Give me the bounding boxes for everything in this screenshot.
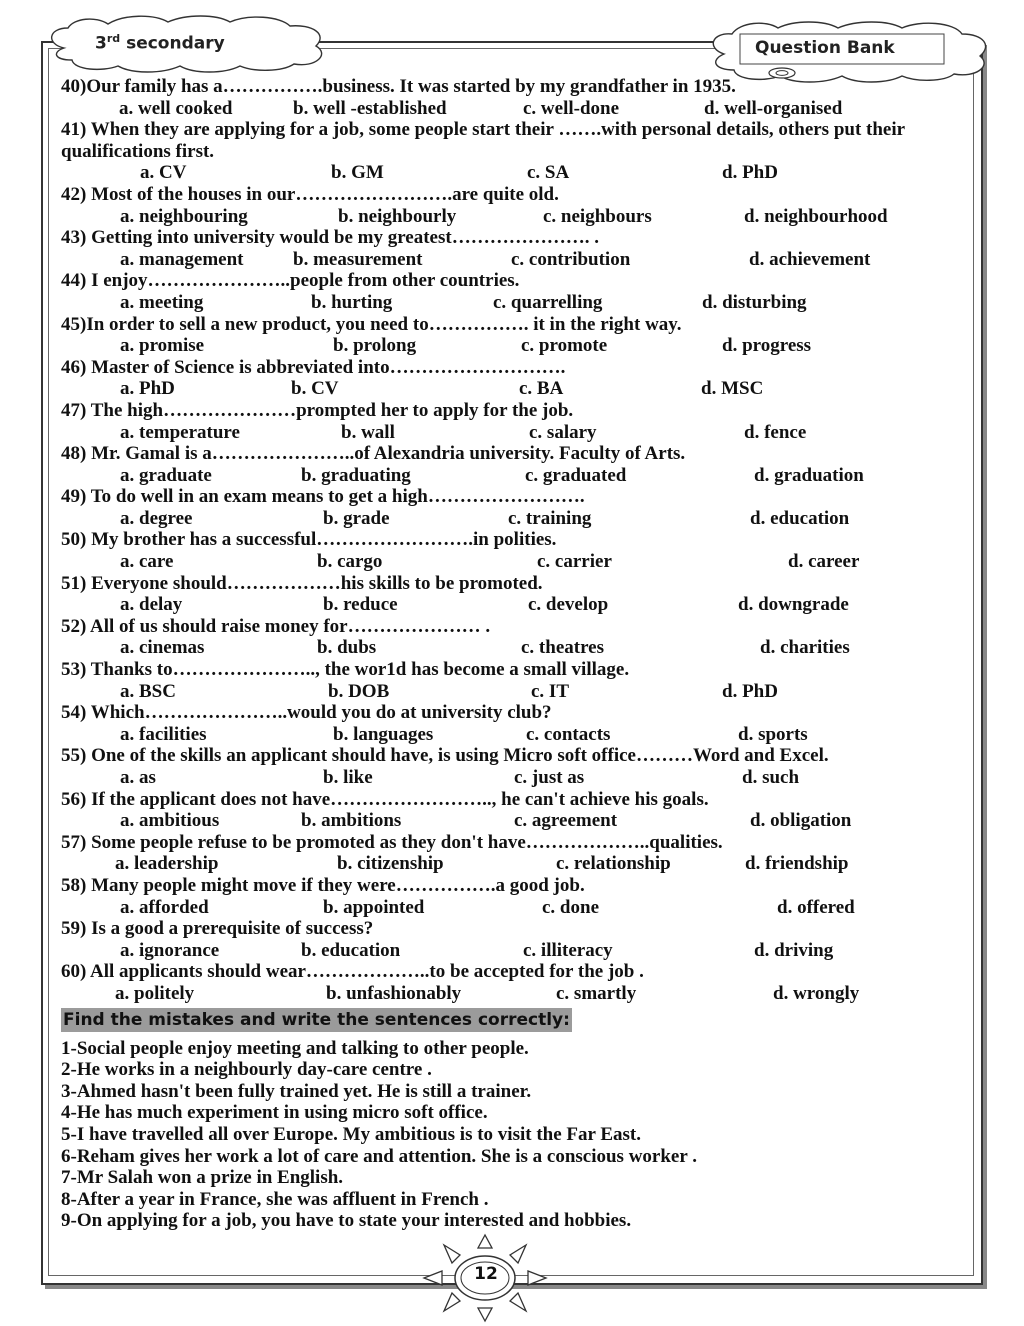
option: c. training (508, 507, 592, 529)
mistake-sentence: 5-I have travelled all over Europe. My ambitious is to visit the Far East. (61, 1123, 642, 1145)
question-stem: 59) Is a good a prerequisite of success? (61, 918, 374, 940)
option: a. afforded (120, 896, 209, 918)
question-stem: 53) Thanks to………………….., the wor1d has become a small village. (61, 659, 630, 681)
options-row (61, 378, 961, 400)
option: b. GM (331, 162, 384, 184)
option: c. neighbours (543, 205, 652, 227)
options-row (61, 292, 961, 314)
option: d. career (788, 551, 860, 573)
question-stem: 57) Some people refuse to be promoted as they don't have………………..qualities. (61, 831, 723, 853)
option: c. quarrelling (493, 291, 603, 313)
option: d. progress (722, 335, 812, 357)
mistake-sentence: 4-He has much experiment in using micro soft office. (61, 1102, 488, 1124)
option: d. friendship (745, 853, 849, 875)
options-row (61, 637, 961, 659)
option: d. PhD (722, 162, 778, 184)
option: b. appointed (323, 896, 425, 918)
option: d. fence (744, 421, 807, 443)
options-row (61, 767, 961, 789)
option: d. achievement (749, 248, 871, 270)
option: c. agreement (514, 810, 618, 832)
option: d. disturbing (702, 291, 807, 313)
options-row (61, 681, 961, 703)
option: b. citizenship (337, 853, 444, 875)
page-number: 12 (474, 1264, 498, 1284)
option: d. PhD (722, 680, 778, 702)
option: b. reduce (323, 594, 398, 616)
option: d. such (742, 767, 800, 788)
options-row (61, 98, 961, 120)
option: a. delay (120, 594, 183, 616)
option: b. ambitions (301, 810, 402, 832)
option: b. languages (333, 723, 434, 745)
mistake-sentence: 6-Reham gives her work a lot of care and attention. She is a conscious worker . (61, 1145, 697, 1167)
option: d. offered (777, 896, 855, 918)
option: a. CV (140, 162, 187, 184)
option: a. neighbouring (120, 205, 248, 227)
option: b. well -established (293, 97, 447, 119)
question-stem: 52) All of us should raise money for………………… . (61, 615, 491, 637)
option: b. DOB (328, 680, 390, 702)
question-stem: 58) Many people might move if they were…………….a good job. (61, 874, 585, 896)
question-stem: 54) Which…………………..would you do at university club? (61, 702, 552, 724)
options-row (61, 422, 961, 444)
option: c. well-done (523, 97, 620, 119)
question-stem: 49) To do well in an exam means to get a high……………………. (61, 486, 585, 508)
option: b. measurement (293, 248, 423, 270)
option: b. cargo (317, 551, 383, 573)
grade-label: 3rd secondary (95, 32, 225, 54)
option: c. just as (514, 767, 585, 788)
mistake-sentence: 3-Ahmed hasn't been fully trained yet. He is still a trainer. (61, 1080, 532, 1102)
question-stem: 55) One of the skills an applicant should have, is using Micro soft office………Word and Excel. (61, 745, 829, 767)
option: c. contacts (526, 723, 611, 745)
question-stem: 47) The high…………………prompted her to apply for the job. (61, 399, 574, 421)
option: d. downgrade (738, 594, 849, 616)
mistake-sentence: 8-After a year in France, she was affluent in French . (61, 1188, 489, 1210)
question-stem: 42) Most of the houses in our…………………….are quite old. (61, 183, 559, 205)
bank-label: Question Bank (755, 38, 895, 58)
question-stem: 60) All applicants should wear………………..to be accepted for the job . (61, 961, 644, 983)
mistake-sentence: 1-Social people enjoy meeting and talking to other people. (61, 1037, 529, 1059)
option: a. PhD (120, 378, 175, 400)
options-row (61, 897, 961, 919)
options-row (61, 853, 961, 875)
option: a. well cooked (119, 97, 233, 119)
option: a. as (120, 767, 156, 788)
question-stem: 46) Master of Science is abbreviated into………………………. (61, 356, 566, 378)
option: c. develop (528, 594, 609, 616)
option: c. promote (521, 335, 608, 357)
option: c. carrier (537, 551, 612, 573)
option: c. relationship (556, 853, 671, 875)
mistake-sentence: 7-Mr Salah won a prize in English. (61, 1167, 344, 1189)
option: b. CV (291, 378, 339, 400)
option: b. dubs (317, 637, 377, 659)
option: a. ignorance (120, 939, 220, 961)
options-row (61, 810, 961, 832)
option: c. graduated (525, 464, 627, 486)
option: b. prolong (333, 335, 417, 357)
question-stem: 51) Everyone should………………his skills to be promoted. (61, 572, 543, 594)
option: b. education (301, 939, 401, 961)
mistakes-heading: Find the mistakes and write the sentences correctly: (63, 1009, 570, 1030)
option: a. ambitious (120, 810, 220, 832)
option: a. promise (120, 335, 205, 357)
option: c. BA (519, 378, 564, 400)
option: d. well-organised (704, 97, 843, 119)
option: a. graduate (120, 464, 212, 486)
option: c. illiteracy (523, 939, 613, 961)
option: a. care (120, 551, 174, 573)
question-stem: 41) When they are applying for a job, some people start their …….with personal details, others put their qualifications first. (61, 119, 905, 162)
options-row (61, 940, 961, 962)
option: c. salary (529, 421, 597, 443)
option: a. leadership (115, 853, 219, 875)
question-stem: 43) Getting into university would be my greatest…………………. . (61, 227, 599, 249)
question-stem: 56) If the applicant does not have…………………….., he can't achieve his goals. (61, 788, 709, 810)
question-list (61, 76, 961, 1232)
option: d. education (750, 507, 850, 529)
question-stem: 50) My brother has a successful…………………….in polities. (61, 529, 557, 551)
options-row (61, 335, 961, 357)
options-row (61, 206, 961, 228)
mistake-sentence: 2-He works in a neighbourly day-care centre . (61, 1059, 432, 1081)
option: d. charities (760, 637, 850, 659)
option: a. temperature (120, 421, 240, 443)
option: d. neighbourhood (744, 205, 888, 227)
option: a. politely (115, 982, 195, 1004)
option: c. contribution (511, 248, 631, 270)
option: a. management (120, 248, 244, 270)
option: b. unfashionably (326, 982, 462, 1004)
option: a. facilities (120, 723, 207, 745)
option: a. cinemas (120, 637, 205, 659)
option: c. done (542, 896, 599, 918)
option: c. theatres (521, 637, 605, 659)
question-stem: 40)Our family has a…………….business. It was started by my grandfather in 1935. (61, 76, 736, 97)
option: a. degree (120, 507, 193, 529)
option: c. IT (531, 680, 569, 702)
option: b. hurting (311, 291, 393, 313)
option: b. grade (323, 507, 390, 529)
options-row (61, 724, 961, 746)
option: d. MSC (701, 378, 764, 400)
option: d. graduation (754, 464, 864, 486)
option: b. neighbourly (338, 205, 457, 227)
mistake-sentence: 9-On applying for a job, you have to state your interested and hobbies. (61, 1210, 632, 1232)
options-row (61, 508, 961, 530)
question-stem: 48) Mr. Gamal is a…………………..of Alexandria university. Faculty of Arts. (61, 443, 686, 465)
option: a. meeting (120, 291, 204, 313)
options-row (61, 594, 961, 616)
option: c. smartly (556, 982, 637, 1004)
options-row (61, 983, 961, 1005)
options-row (61, 551, 961, 573)
option: b. like (323, 767, 373, 788)
option: c. SA (527, 162, 570, 184)
options-row (61, 162, 961, 184)
option: b. wall (341, 421, 395, 443)
options-row (61, 465, 961, 487)
option: d. sports (738, 723, 808, 745)
option: a. BSC (120, 680, 176, 702)
question-stem: 44) I enjoy…………………..people from other countries. (61, 270, 520, 292)
option: b. graduating (301, 464, 411, 486)
option: d. wrongly (773, 982, 860, 1004)
options-row (61, 249, 961, 271)
option: d. obligation (750, 810, 852, 832)
question-stem: 45)In order to sell a new product, you need to……………. it in the right way. (61, 313, 682, 335)
option: d. driving (754, 939, 834, 961)
